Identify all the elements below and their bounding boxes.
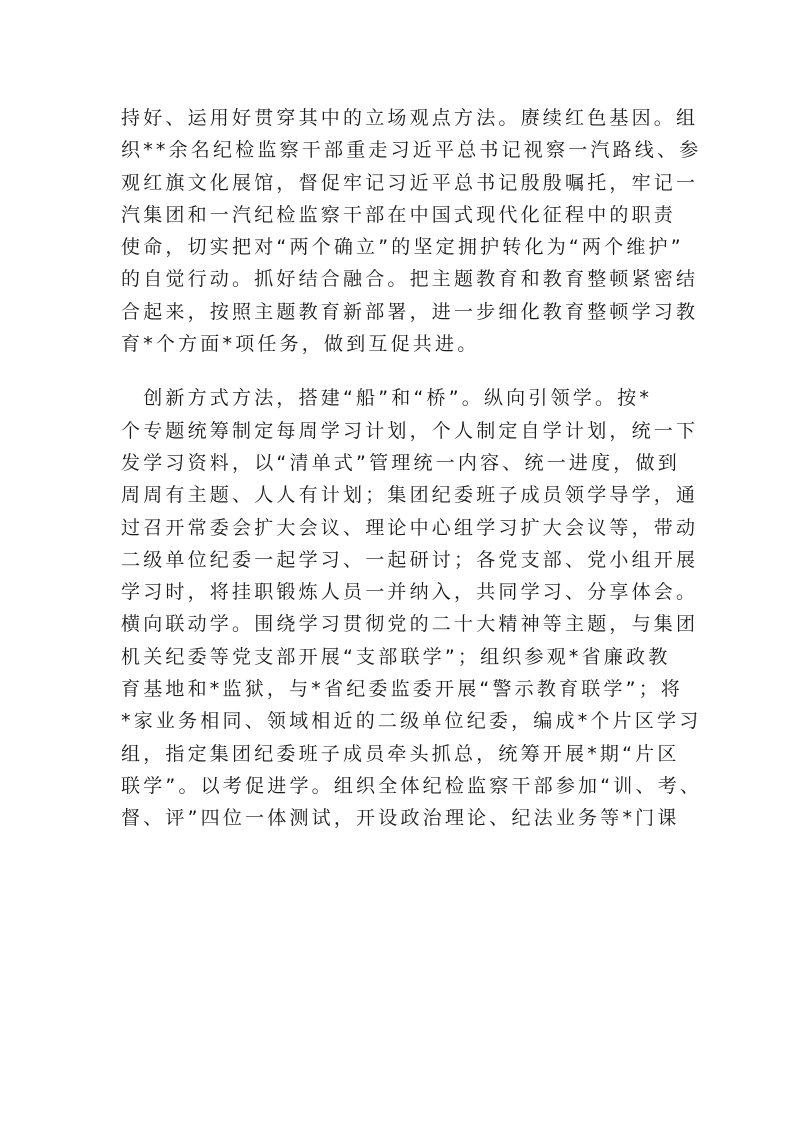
text-line: 育基地和*监狱，与*省纪委监委开展“警示教育联学”；将 <box>121 678 684 701</box>
text-line: 周周有主题、人人有计划；集团纪委班子成员领学导学，通 <box>121 484 699 507</box>
text-line: 机关纪委等党支部开展“支部联学”；组织参观*省廉政教 <box>121 645 671 668</box>
text-line: 织**余名纪检监察干部重走习近平总书记视察一汽路线、参 <box>121 139 702 162</box>
text-line: 横向联动学。围绕学习贯彻党的二十大精神等主题，与集团 <box>121 613 699 636</box>
text-line: 汽集团和一汽纪检监察干部在中国式现代化征程中的职责 <box>121 203 677 226</box>
text-line: 二级单位纪委一起学习、一起研讨；各党支部、党小组开展 <box>121 548 699 571</box>
text-line: 组，指定集团纪委班子成员牵头抓总，统筹开展*期“片区 <box>121 742 680 765</box>
document-page <box>121 102 703 835</box>
paragraph-2 <box>121 382 703 834</box>
text-line: 持好、运用好贯穿其中的立场观点方法。赓续红色基因。组 <box>121 107 699 129</box>
text-line: 育*个方面*项任务，做到互促共进。 <box>121 333 480 356</box>
text-line: 学习时，将挂职锻炼人员一并纳入，共同学习、分享体会。 <box>121 581 699 604</box>
text-line: 督、评”四位一体测试，开设政治理论、纪法业务等*门课 <box>121 807 680 830</box>
text-line: 个专题统筹制定每周学习计划，个人制定自学计划，统一下 <box>121 419 699 442</box>
text-line: 创新方式方法，搭建“船”和“桥”。纵向引领学。按* <box>121 387 653 410</box>
text-line: 观红旗文化展馆，督促牢记习近平总书记殷殷嘱托，牢记一 <box>121 171 699 194</box>
paragraph-1 <box>121 102 702 360</box>
text-line: 发学习资料，以“清单式”管理统一内容、统一进度，做到 <box>121 451 680 474</box>
text-line: 过召开常委会扩大会议、理论中心组学习扩大会议等，带动 <box>121 516 699 539</box>
text-line: 联学”。以考促进学。组织全体纪检监察干部参加“训、考、 <box>121 774 703 797</box>
text-line: 使命，切实把对“两个确立”的坚定拥护转化为“两个维护” <box>121 236 684 259</box>
text-line: 的自觉行动。抓好结合融合。把主题教育和教育整顿紧密结 <box>121 268 699 291</box>
text-line: *家业务相同、领域相近的二级单位纪委，编成*个片区学习 <box>121 710 702 733</box>
text-line: 合起来，按照主题教育新部署，进一步细化教育整顿学习教 <box>121 300 699 323</box>
